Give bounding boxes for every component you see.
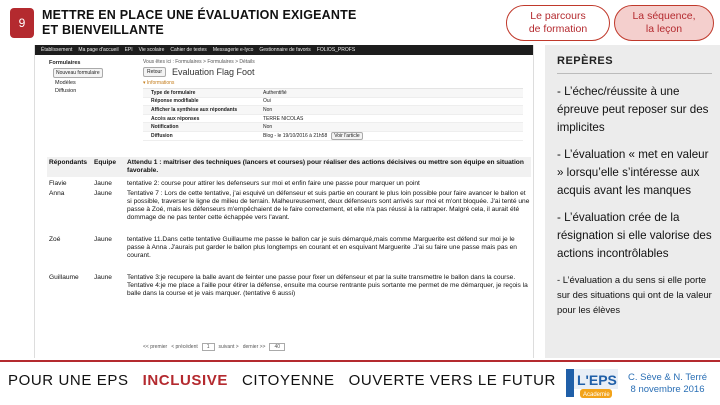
slide-number-badge: [10, 8, 34, 38]
info-row: [143, 89, 523, 98]
respondent-answer: Tentative 7 : Lors de cette tentative, j'ai esquivé un défenseur et suis partie en courant le plus loin possible pour faire avancer le ballon et si possible, traverser le ligne de milieu de terrain. Malheureusement, deux défenseurs sont arrivés sur moi et m'ont bloquée. J'ai tenté une passe à Zoé, mais les défenseurs m'empêchaient de le faire correctement, et elle n'a pas réussi à la rattraper. Malgré cela, il aurait été dommage de ne pas tenter cette échappée vers l'avant.: [127, 190, 530, 221]
eps-logo: [566, 365, 618, 401]
respondent-name: Guillaume: [49, 274, 79, 281]
respondent-name: Anna: [49, 190, 65, 197]
form-header: [143, 67, 523, 77]
slogan-part: POUR UNE EPS: [8, 372, 129, 389]
info-label: Notification: [151, 124, 179, 131]
info-label: Afficher la synthèse aux répondants: [151, 106, 238, 113]
repere-item: - L’évaluation « met en valeur » lorsqu’elle s’intéresse aux acquis avant les manques: [557, 148, 709, 197]
repere-item: - L’évaluation crée de la résignation si elle valorise des actions incontrôlables: [557, 211, 712, 260]
nav-item[interactable]: Gestionnaire de favoris: [259, 47, 311, 53]
info-label: Diffusion: [151, 132, 173, 139]
respondent-team: Jaune: [94, 236, 112, 243]
table-row: [47, 236, 531, 260]
info-value: [263, 132, 363, 140]
info-section-toggle[interactable]: ▾ Informations: [143, 80, 175, 86]
pager-prev[interactable]: < précédent: [171, 344, 198, 350]
new-form-button[interactable]: Nouveau formulaire: [53, 68, 103, 78]
nav-item[interactable]: Vie scolaire: [138, 47, 165, 53]
info-table: [143, 88, 523, 141]
slide-title-line2: ET BIENVEILLANTE: [42, 23, 164, 37]
info-section-label: Informations: [146, 80, 175, 86]
respondent-team: Jaune: [94, 190, 112, 197]
divider: [557, 73, 712, 74]
info-value: Authentifié: [263, 89, 287, 96]
respondent-name: Zoé: [49, 236, 61, 243]
info-value: Oui: [263, 98, 271, 105]
footer-slogan: [8, 372, 556, 389]
pill2-line1: La séquence,: [632, 10, 696, 22]
nav-item[interactable]: Ma page d'accueil: [78, 47, 119, 53]
pagination: [143, 343, 285, 351]
pager-last[interactable]: dernier >>: [242, 344, 266, 350]
respondent-answer: Tentative 3:je recupere la balle avant de feinter une passe pour fixer un défenseur et par la suite transmettre le ballon dans la course. Tentative 4:je me place a l'aille pour étirer la défense, ensuite ma course rentrante puis sortante me permet de me démarquer, je reçois la balle dans la course et je vais marquer. (tentative 6 aussi): [127, 274, 528, 297]
respondent-answer: tentative 11.Dans cette tentative Guillaume me passe le ballon car je suis démarqué,mais comme Marguerite est défend sur moi je le passe à Anna .J'aurais put garder le ballon plus longtemps en courant et en esquivant Marguerite .J'ai su faire une passe mais pas en courant.: [127, 236, 517, 259]
view-article-button[interactable]: Voir l'article: [331, 132, 362, 140]
info-row: [143, 123, 523, 132]
logo-text: L'EPS: [577, 372, 617, 388]
info-value: TERRE NICOLAS: [263, 115, 304, 122]
info-row: [143, 115, 523, 124]
slide-title-line1: METTRE EN PLACE UNE ÉVALUATION EXIGEANTE: [42, 8, 357, 22]
table-row: [47, 180, 531, 188]
info-row: [143, 132, 523, 141]
parcours-formation-pill[interactable]: [506, 5, 610, 41]
nav-item[interactable]: Établissement: [41, 47, 73, 53]
nav-item[interactable]: FOLIOS_PROFS: [316, 47, 356, 53]
info-label: Type de formulaire: [151, 89, 196, 96]
credit-authors: C. Sève & N. Terré: [628, 372, 708, 383]
pill2-line2: la leçon: [645, 23, 683, 35]
diffusion-value: Blog - le 19/10/2016 à 21h58: [263, 132, 328, 139]
credit-date: 8 novembre 2016: [630, 384, 705, 395]
pager-next[interactable]: suivant >: [218, 344, 239, 350]
per-page-select[interactable]: 40: [269, 343, 285, 351]
app-screenshot: [34, 45, 534, 358]
logo-sub: Academie: [583, 392, 610, 398]
info-value: Non: [263, 124, 273, 131]
nav-item[interactable]: EPI: [124, 47, 133, 53]
info-value: Non: [263, 106, 273, 113]
form-details: [143, 59, 523, 141]
reperes-title: REPÈRES: [557, 55, 614, 67]
pager-first[interactable]: << premier: [143, 344, 168, 350]
breadcrumb: Vous êtes ici : Formulaires > Formulaires > Détails: [143, 59, 255, 65]
responses-header: [47, 157, 531, 177]
sidebar: [49, 59, 131, 95]
pill1-line1: Le parcours: [530, 10, 586, 22]
slogan-inclusive: INCLUSIVE: [142, 372, 228, 389]
responses-table: [47, 157, 531, 298]
pill1-line2: de formation: [528, 23, 588, 35]
slide-title: [42, 8, 357, 38]
footer-divider: [0, 360, 720, 362]
sidebar-title: Formulaires: [49, 60, 81, 66]
info-row: [143, 106, 523, 115]
sidebar-item-diffusion[interactable]: Diffusion: [55, 88, 77, 94]
form-title: Evaluation Flag Foot: [172, 67, 255, 77]
info-label: Réponse modifiable: [151, 98, 199, 105]
table-row: [47, 274, 531, 298]
sequence-lecon-pill[interactable]: [614, 5, 714, 41]
reperes-panel: [545, 45, 720, 358]
respondent-team: Jaune: [94, 180, 112, 187]
sidebar-item-modeles[interactable]: Modèles: [55, 80, 76, 86]
table-row: [47, 190, 531, 222]
nav-item[interactable]: Cahier de textes: [170, 47, 207, 53]
repere-item: - L’échec/réussite à une épreuve peut reposer sur des implicites: [557, 85, 709, 134]
back-button[interactable]: Retour: [143, 67, 166, 77]
col-attendu: Attendu 1 : maîtriser des techniques (lancers et courses) pour réaliser des actions décisives ou mettre son équipe en situation favorable.: [127, 159, 524, 174]
slogan-part: OUVERTE VERS LE FUTUR: [348, 372, 556, 389]
info-row: [143, 98, 523, 107]
credits: [628, 372, 707, 396]
slogan-part: CITOYENNE: [241, 372, 335, 389]
repere-item: - L’évaluation a du sens si elle porte sur des situations qui ont de la valeur pour les élèves: [557, 274, 712, 315]
slide-number: 9: [18, 16, 26, 30]
col-respondents: Répondants: [49, 159, 88, 166]
col-team: Equipe: [94, 159, 116, 166]
respondent-team: Jaune: [94, 274, 112, 281]
pager-page[interactable]: 1: [202, 343, 215, 351]
respondent-answer: tentative 2: course pour attirer les defenseurs sur moi et enfin faire une passe pour marquer un point: [127, 180, 420, 187]
top-nav: [35, 45, 533, 55]
info-label: Accès aux réponses: [151, 115, 200, 122]
nav-item[interactable]: Messagerie e-lyco: [212, 47, 254, 53]
respondent-name: Flavie: [49, 180, 67, 187]
